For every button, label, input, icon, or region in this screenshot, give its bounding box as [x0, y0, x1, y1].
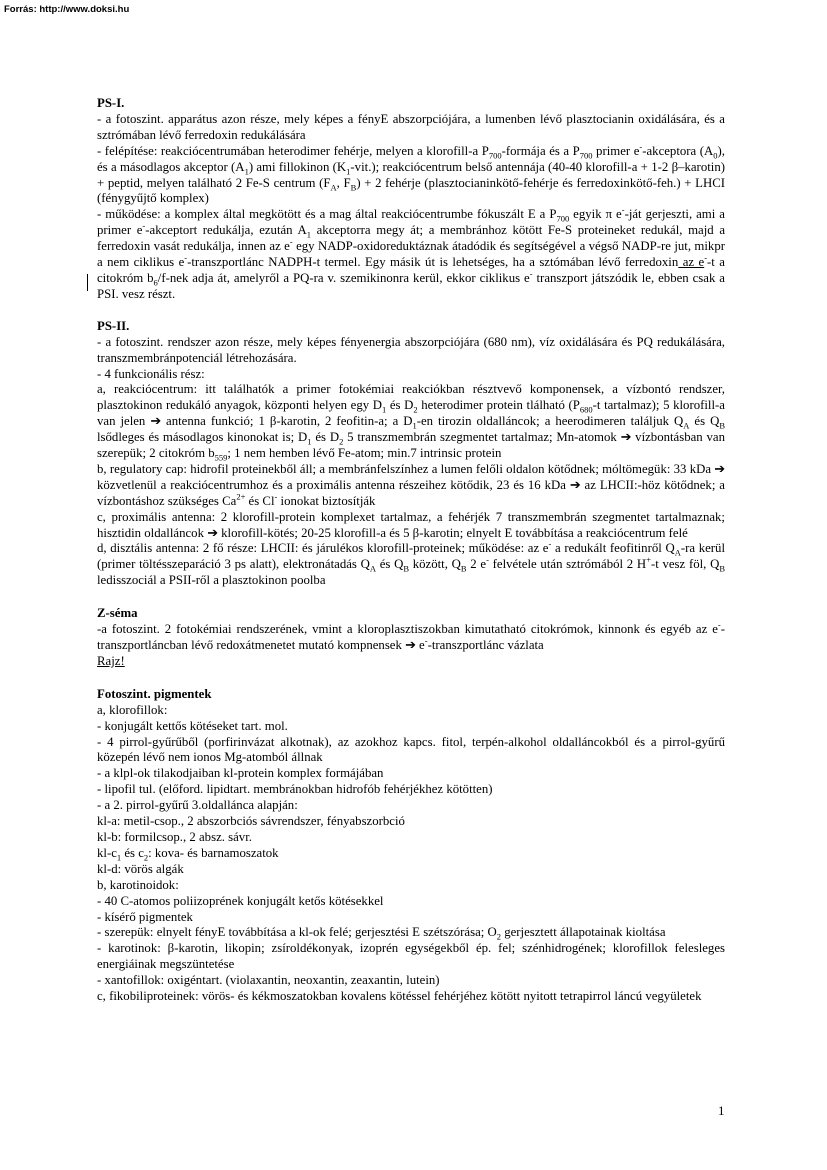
pigments-line: kl-a: metil-csop., 2 abszorbciós sávrendszer, fényabszorbció [97, 814, 405, 829]
ps2-part-c: c, proximális antenna: 2 klorofill-protein komplexet tartalmaz, a fehérjék 7 transzmembrán szegmentet tartalmaznak; hisztidin oldalláncok ➔ klorofill-kötés; 20-25 klorofill-a és 5 β-karotin; elnyelt E továbbítása a reakciócentrum felé [97, 509, 725, 540]
pigments-line: - 40 C-atomos poliizoprének konjugált ketős kötésekkel [97, 893, 384, 908]
change-bar [87, 274, 88, 291]
pigments-line: b, karotinoidok: [97, 877, 179, 892]
pigments-line: - xantofillok: oxigéntart. (violaxantin, neoxantin, zeaxantin, lutein) [97, 973, 440, 988]
page-number: 1 [718, 1103, 725, 1118]
arrow-icon: ➔ [569, 477, 581, 492]
pigments-line: - karotinok: β-karotin, likopin; zsíroldékonyak, izoprén egységekből ép. fel; szénhidrogének; klorofillok felesleges energiáinak megszüntetése [97, 941, 725, 972]
arrow-icon: ➔ [150, 414, 162, 429]
section-title-ps2: PS-II. [97, 318, 130, 333]
section-title-zsema: Z-séma [97, 606, 138, 621]
pigments-line: - kísérő pigmentek [97, 909, 193, 924]
section-title-ps1: PS-I. [97, 96, 125, 110]
ps2-parts-intro: - 4 funkcionális rész: [97, 366, 205, 381]
arrow-icon: ➔ [207, 525, 218, 540]
ps1-function: - működése: a komplex által megkötött és a mag által reakciócentrumbe fókuszált E a $P_{700}$ egyik π e--ját gerjeszti, ami a primer e--akceptort redukálja, ezután $A_1$ akceptorra megy át; a membránhoz kötött Fe-S proteineket redukál, majd a ferredoxin vasát redukálja, innen az e- egy NADP-oxidoreduktáznak átadódik és segítségével a végső NADP-re jut, mikpr a nem ciklikus e--transzportlánc NADPH-t termel. Egy másik út is lehetséges, ha a sztómában lévő ferredoxin az e--t a citokróm $b_6/f$-nek adja át, amelyről a PQ-ra v. szemikinonra kerül, ekkor ciklikus e- transzport játszódik le, ebben csak a PSI. vesz részt. [97, 205, 725, 301]
pigments-line: $kl-c_1$ és $c_2$: kova- és barnamoszatok [97, 845, 279, 863]
pigments-line: a, klorofillok: [97, 702, 168, 717]
arrow-icon: ➔ [405, 638, 416, 652]
ps2-part-d: d, disztális antenna: 2 fő része: LHCII: és járulékos klorofill-proteinek; működése: az e- a redukált feofitinről $Q_A-ra$ kerül (primer töltésszeparáció 3 ps alatt), elektronátadás $Q_A$ és $Q_B$ között, $Q_B$ 2 e- felvétele után sztrómából 2 H+-t vesz föl, $Q_B$ ledisszociál a PSII-ről a plasztokinon poolba [97, 539, 725, 588]
ps2-part-a: a, reakciócentrum: itt találhatók a primer fotokémiai reakciókban résztvevő komponensek, a vízbontó rendszer, plasztokinon redukáló anyagok, központi helyen egy $D_1$ és $D_2$ heterodimer protein tlálható ($P_{680}-t$ tartalmaz); 5 klorofill-a van jelen ➔ antenna funkció; 1 β-karotin, 2 feofitin-a; a $D_1-en$ tirozin oldalláncok; a heerodimeren találjuk $Q_A$ és $Q_B$ lsődleges és másodlagos kinonokat is; $D_1$ és $D_2$ 5 transzmembrán szegmentet tartalmaz; Mn-atomok ➔ vízbontásban van szerepük; 2 citokróm $b_{559}$; 1 nem hemben lévő Fe-atom; min.7 intrinsic protein [97, 382, 725, 463]
pigments-line: - a klpl-ok tilakodjaiban kl-protein komplex formájában [97, 766, 384, 781]
ps2-part-b: b, regulatory cap: hidrofil proteinekből áll; a membránfelszínhez a lumen felőli oldalon kötődnek; móltömegük: 33 kDa ➔ közvetlenül a reakciócentrumhoz és a proximális antenna részeihez kötődik, 23 és 16 kDa ➔ az LHCII:-höz kötődnek; a vízbontáshoz szükséges $Ca^{2+}$ és Cl- ionokat biztosítják [97, 461, 725, 508]
section-title-pigments: Fotoszint. pigmentek [97, 686, 212, 701]
ps2-definition: - a fotoszint. rendszer azon része, mely képes fényenergia abszorpciójára (680 nm), víz oxidálására és PQ redukálására, transzmembránpotenciál létrehozására. [97, 334, 725, 365]
source-header: Forrás: http://www.doksi.hu [4, 4, 130, 15]
pigments-line: - szerepük: elnyelt fényE továbbítása a kl-ok felé; gerjesztési E szétszórása; $O_2$ gerjesztett állapotainak kioltása [97, 925, 666, 942]
ps1-structure: - felépítése: reakciócentrumában heterodimer fehérje, melyen a klorofill-a $P_{700}$-formája és a $P_{700}$ primer e--akceptora $(A_0)$, és a másodlagos akceptor $(A_1)$ ami fillokinon $(K_1-vit.)$; reakciócentrum belső antennája (40-40 klorofill-a + 1-2 β–karotin) + peptid, melyen található 2 Fe-S centrum ($F_A$, $F_B) + 2$ fehérje (plasztocianinkötő-fehérje és ferredoxinkötő-feh.) + LHCI (fénygyűjtő komplex) [97, 141, 726, 206]
pigments-line: kl-d: vörös algák [97, 861, 184, 876]
zsema-text: -a fotoszint. 2 fotokémiai rendszerének, vmint a kloroplasztiszokban kimutatható citokrómok, kinnonk és egyéb az e--transzportláncban lévő redoxátmenetet mutató kompnensek ➔ e--transzportlánc vázlata [97, 619, 725, 652]
pigments-line: kl-b: formilcsop., 2 absz. sávr. [97, 829, 252, 844]
pigments-line: c, fikobiliproteinek: vörös- és kékmoszatokban kovalens kötéssel fehérjéhez kötött nyitott tetrapirrol láncú vegyületek [97, 989, 702, 1004]
document-body [97, 96, 725, 1005]
pigments-line: - 4 pirrol-gyűrűből (porfirinvázat alkotnak), az azokhoz kapcs. fitol, terpén-alkohol oldalláncokból és a pirrol-gyűrű közepén lévő nem ionos Mg-atomból állnak [97, 734, 725, 765]
pigments-line: - a 2. pirrol-gyűrű 3.oldallánca alapján: [97, 798, 298, 813]
pigments-line: - konjugált kettős kötéseket tart. mol. [97, 718, 288, 733]
ps1-definition: - a fotoszint. apparátus azon része, mely képes a fényE abszorpciójára, a lumenben lévő plasztocianin oxidálására, és a sztrómában lévő ferredoxin redukálására [97, 111, 725, 142]
arrow-icon: ➔ [620, 430, 632, 445]
zsema-rajz: Rajz! [97, 653, 125, 668]
pigments-line: - lipofil tul. (előford. lipidtart. membránokban hidrofób fehérjékhez kötötten) [97, 782, 493, 797]
arrow-icon: ➔ [714, 461, 725, 476]
